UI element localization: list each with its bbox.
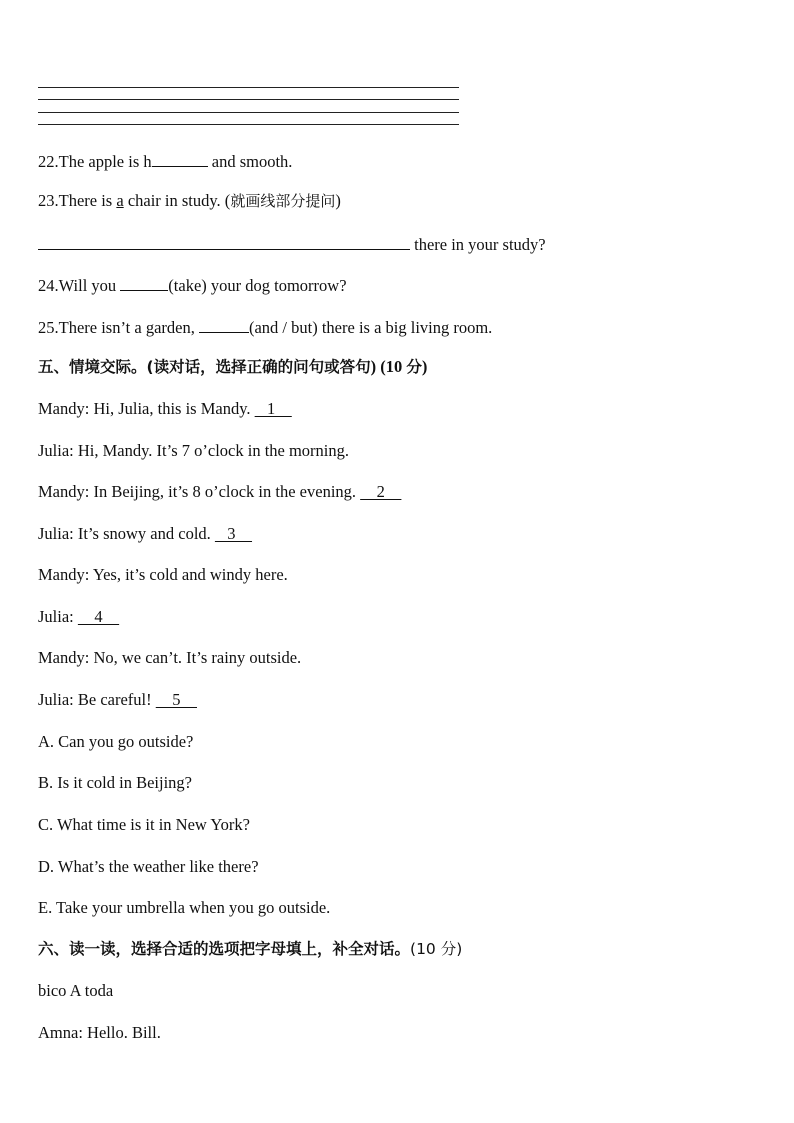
dialogue-line-text: Mandy: Hi, Julia, this is Mandy. [38, 399, 255, 418]
answer-rule-1 [38, 87, 459, 88]
dialogue-line-text: Mandy: No, we can’t. It’s rainy outside. [38, 648, 302, 667]
question-24-text: 24.Will you [38, 276, 121, 295]
question-25-blank[interactable] [199, 316, 249, 333]
dialogue-blank-2[interactable]: 2 [360, 482, 402, 501]
question-24 [38, 274, 347, 296]
dialogue-line [38, 399, 292, 419]
dialogue-line-text: Julia: [38, 607, 78, 626]
answer-rule-4 [38, 124, 459, 125]
answer-rule-3 [38, 112, 459, 113]
dialogue-line [38, 607, 119, 627]
dialogue-line-text: Mandy: In Beijing, it’s 8 o’clock in the evening. [38, 482, 361, 501]
section-6-heading [38, 939, 462, 959]
question-24-blank[interactable] [120, 274, 168, 291]
option-d: D. What’s the weather like there? [38, 857, 259, 876]
section-6-score: (10 分) [410, 940, 463, 958]
question-22-text: 22.The apple is h [38, 152, 152, 171]
section-5-score-end: ) [421, 357, 428, 376]
question-23-close: ) [335, 191, 341, 210]
section-6-title: 六、读一读，选择合适的选项把字母填上，补全对话。 [38, 940, 411, 958]
question-24-text-end: (take) your dog tomorrow? [168, 276, 347, 295]
question-23-instruction: 就画线部分提问 [230, 192, 336, 210]
dialogue-line [38, 524, 252, 544]
question-23 [38, 191, 341, 211]
question-23-answer [38, 233, 546, 255]
dialogue-blank-5[interactable]: 5 [155, 690, 197, 709]
dialogue-line [38, 648, 301, 668]
question-23-text-mid: chair in study. ( [123, 191, 231, 210]
question-25 [38, 316, 492, 338]
dialogue-amna-line: Amna: Hello. Bill. [38, 1023, 161, 1042]
section-5-heading [38, 357, 427, 377]
dialogue-line-text: Julia: Hi, Mandy. It’s 7 o’clock in the morning. [38, 441, 350, 460]
dialogue-blank-4[interactable]: 4 [77, 607, 120, 626]
section-5-title: 五、情境交际。(读对话，选择正确的问句或答句 [38, 358, 371, 376]
question-22 [38, 150, 292, 172]
question-23-underlined-word: a [116, 191, 124, 210]
question-23-text: 23.There is [38, 191, 117, 210]
dialogue-line-text: Julia: Be careful! [38, 690, 156, 709]
question-25-text-end: (and / but) there is a big living room. [248, 318, 493, 337]
dialogue-line [38, 565, 288, 585]
section-5-score-unit: 分 [406, 358, 422, 376]
extra-text-line: bico A toda [38, 981, 114, 1000]
dialogue-line-text: Mandy: Yes, it’s cold and windy here. [38, 565, 288, 584]
option-a: A. Can you go outside? [38, 732, 194, 751]
option-c: C. What time is it in New York? [38, 815, 250, 834]
question-23-answer-blank[interactable] [38, 233, 410, 250]
question-22-text-end: and smooth. [207, 152, 293, 171]
dialogue-line [38, 482, 401, 502]
dialogue-line [38, 441, 349, 461]
answer-rule-2 [38, 99, 459, 100]
dialogue-line [38, 690, 197, 710]
option-b: B. Is it cold in Beijing? [38, 773, 192, 792]
dialogue-line-text: Julia: It’s snowy and cold. [38, 524, 215, 543]
dialogue-blank-1[interactable]: 1 [254, 399, 292, 418]
dialogue-blank-3[interactable]: 3 [214, 524, 253, 543]
question-23-answer-text: there in your study? [410, 235, 546, 254]
question-25-text: 25.There isn’t a garden, [38, 318, 199, 337]
section-5-score: ) (10 [370, 357, 407, 376]
option-e: E. Take your umbrella when you go outside. [38, 898, 331, 917]
question-22-blank[interactable] [152, 150, 208, 167]
